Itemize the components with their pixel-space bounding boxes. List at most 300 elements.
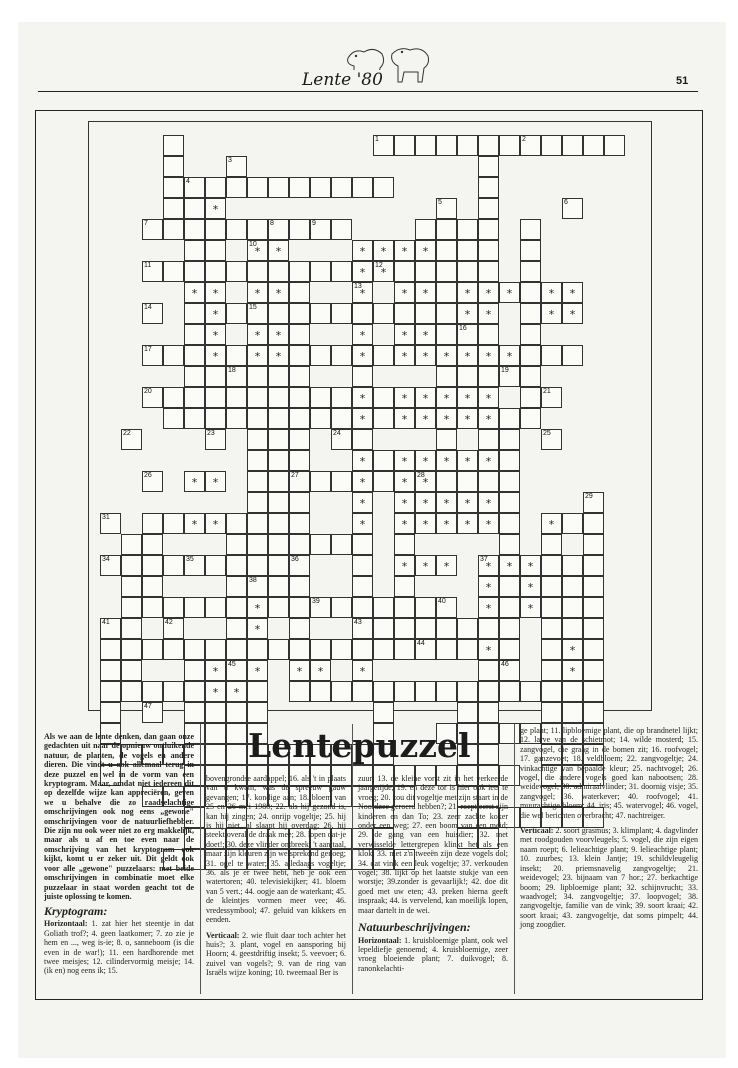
empty-cell[interactable] bbox=[520, 240, 541, 261]
numbered-cell[interactable] bbox=[184, 177, 205, 198]
empty-cell[interactable] bbox=[121, 660, 142, 681]
empty-cell[interactable] bbox=[394, 303, 415, 324]
empty-cell[interactable] bbox=[478, 198, 499, 219]
empty-cell[interactable] bbox=[562, 702, 583, 723]
empty-cell[interactable] bbox=[268, 492, 289, 513]
numbered-cell[interactable] bbox=[142, 261, 163, 282]
empty-cell[interactable] bbox=[520, 345, 541, 366]
empty-cell[interactable] bbox=[394, 534, 415, 555]
empty-cell[interactable] bbox=[562, 345, 583, 366]
empty-cell[interactable] bbox=[520, 387, 541, 408]
empty-cell[interactable] bbox=[499, 618, 520, 639]
empty-cell[interactable] bbox=[142, 534, 163, 555]
empty-cell[interactable] bbox=[205, 240, 226, 261]
empty-cell[interactable] bbox=[247, 492, 268, 513]
empty-cell[interactable] bbox=[163, 681, 184, 702]
empty-cell[interactable] bbox=[499, 681, 520, 702]
empty-cell[interactable] bbox=[520, 681, 541, 702]
empty-cell[interactable] bbox=[583, 513, 604, 534]
empty-cell[interactable] bbox=[478, 681, 499, 702]
empty-cell[interactable] bbox=[310, 303, 331, 324]
empty-cell[interactable] bbox=[268, 387, 289, 408]
empty-cell[interactable] bbox=[226, 702, 247, 723]
empty-cell[interactable] bbox=[436, 324, 457, 345]
empty-cell[interactable] bbox=[310, 681, 331, 702]
empty-cell[interactable] bbox=[268, 597, 289, 618]
empty-cell[interactable] bbox=[184, 387, 205, 408]
empty-cell[interactable] bbox=[394, 261, 415, 282]
empty-cell[interactable] bbox=[478, 660, 499, 681]
empty-cell[interactable] bbox=[163, 198, 184, 219]
empty-cell[interactable] bbox=[184, 240, 205, 261]
empty-cell[interactable] bbox=[184, 597, 205, 618]
empty-cell[interactable] bbox=[394, 639, 415, 660]
empty-cell[interactable] bbox=[541, 597, 562, 618]
empty-cell[interactable] bbox=[268, 555, 289, 576]
empty-cell[interactable] bbox=[226, 534, 247, 555]
empty-cell[interactable] bbox=[562, 555, 583, 576]
empty-cell[interactable] bbox=[268, 450, 289, 471]
empty-cell[interactable] bbox=[268, 429, 289, 450]
empty-cell[interactable] bbox=[478, 219, 499, 240]
empty-cell[interactable] bbox=[247, 513, 268, 534]
empty-cell[interactable] bbox=[289, 408, 310, 429]
empty-cell[interactable] bbox=[184, 219, 205, 240]
empty-cell[interactable] bbox=[226, 345, 247, 366]
empty-cell[interactable] bbox=[163, 219, 184, 240]
empty-cell[interactable] bbox=[289, 219, 310, 240]
empty-cell[interactable] bbox=[310, 471, 331, 492]
empty-cell[interactable] bbox=[310, 387, 331, 408]
numbered-cell[interactable] bbox=[289, 555, 310, 576]
empty-cell[interactable] bbox=[457, 366, 478, 387]
empty-cell[interactable] bbox=[205, 177, 226, 198]
empty-cell[interactable] bbox=[226, 219, 247, 240]
empty-cell[interactable] bbox=[226, 576, 247, 597]
empty-cell[interactable] bbox=[499, 408, 520, 429]
empty-cell[interactable] bbox=[268, 534, 289, 555]
empty-cell[interactable] bbox=[163, 345, 184, 366]
empty-cell[interactable] bbox=[373, 345, 394, 366]
numbered-cell[interactable] bbox=[205, 429, 226, 450]
empty-cell[interactable] bbox=[163, 261, 184, 282]
empty-cell[interactable] bbox=[541, 576, 562, 597]
empty-cell[interactable] bbox=[268, 576, 289, 597]
empty-cell[interactable] bbox=[562, 135, 583, 156]
empty-cell[interactable] bbox=[268, 177, 289, 198]
empty-cell[interactable] bbox=[541, 618, 562, 639]
empty-cell[interactable] bbox=[520, 261, 541, 282]
numbered-cell[interactable] bbox=[121, 429, 142, 450]
empty-cell[interactable] bbox=[373, 597, 394, 618]
empty-cell[interactable] bbox=[499, 429, 520, 450]
numbered-cell[interactable] bbox=[142, 471, 163, 492]
empty-cell[interactable] bbox=[331, 303, 352, 324]
empty-cell[interactable] bbox=[352, 597, 373, 618]
empty-cell[interactable] bbox=[184, 408, 205, 429]
empty-cell[interactable] bbox=[226, 387, 247, 408]
numbered-cell[interactable] bbox=[100, 555, 121, 576]
empty-cell[interactable] bbox=[541, 135, 562, 156]
empty-cell[interactable] bbox=[331, 261, 352, 282]
empty-cell[interactable] bbox=[583, 681, 604, 702]
empty-cell[interactable] bbox=[331, 408, 352, 429]
empty-cell[interactable] bbox=[289, 177, 310, 198]
empty-cell[interactable] bbox=[331, 177, 352, 198]
empty-cell[interactable] bbox=[373, 618, 394, 639]
empty-cell[interactable] bbox=[289, 324, 310, 345]
empty-cell[interactable] bbox=[478, 723, 499, 744]
numbered-cell[interactable] bbox=[142, 303, 163, 324]
empty-cell[interactable] bbox=[562, 618, 583, 639]
numbered-cell[interactable] bbox=[436, 198, 457, 219]
empty-cell[interactable] bbox=[499, 135, 520, 156]
empty-cell[interactable] bbox=[415, 219, 436, 240]
numbered-cell[interactable] bbox=[436, 597, 457, 618]
empty-cell[interactable] bbox=[310, 261, 331, 282]
empty-cell[interactable] bbox=[247, 219, 268, 240]
empty-cell[interactable] bbox=[562, 513, 583, 534]
empty-cell[interactable] bbox=[415, 681, 436, 702]
empty-cell[interactable] bbox=[562, 576, 583, 597]
empty-cell[interactable] bbox=[478, 744, 499, 765]
numbered-cell[interactable] bbox=[499, 366, 520, 387]
empty-cell[interactable] bbox=[415, 597, 436, 618]
empty-cell[interactable] bbox=[352, 681, 373, 702]
empty-cell[interactable] bbox=[499, 639, 520, 660]
empty-cell[interactable] bbox=[310, 177, 331, 198]
numbered-cell[interactable] bbox=[226, 660, 247, 681]
empty-cell[interactable] bbox=[436, 429, 457, 450]
empty-cell[interactable] bbox=[205, 408, 226, 429]
empty-cell[interactable] bbox=[247, 450, 268, 471]
empty-cell[interactable] bbox=[583, 576, 604, 597]
empty-cell[interactable] bbox=[520, 366, 541, 387]
empty-cell[interactable] bbox=[268, 513, 289, 534]
empty-cell[interactable] bbox=[478, 261, 499, 282]
empty-cell[interactable] bbox=[436, 639, 457, 660]
numbered-cell[interactable] bbox=[562, 198, 583, 219]
empty-cell[interactable] bbox=[163, 513, 184, 534]
empty-cell[interactable] bbox=[541, 660, 562, 681]
empty-cell[interactable] bbox=[499, 513, 520, 534]
empty-cell[interactable] bbox=[373, 408, 394, 429]
empty-cell[interactable] bbox=[268, 261, 289, 282]
empty-cell[interactable] bbox=[373, 450, 394, 471]
empty-cell[interactable] bbox=[352, 366, 373, 387]
empty-cell[interactable] bbox=[436, 282, 457, 303]
empty-cell[interactable] bbox=[142, 555, 163, 576]
empty-cell[interactable] bbox=[583, 597, 604, 618]
empty-cell[interactable] bbox=[226, 261, 247, 282]
empty-cell[interactable] bbox=[226, 177, 247, 198]
empty-cell[interactable] bbox=[478, 471, 499, 492]
empty-cell[interactable] bbox=[583, 660, 604, 681]
empty-cell[interactable] bbox=[268, 366, 289, 387]
empty-cell[interactable] bbox=[373, 681, 394, 702]
empty-cell[interactable] bbox=[142, 639, 163, 660]
numbered-cell[interactable] bbox=[415, 639, 436, 660]
empty-cell[interactable] bbox=[289, 639, 310, 660]
numbered-cell[interactable] bbox=[520, 135, 541, 156]
empty-cell[interactable] bbox=[520, 324, 541, 345]
empty-cell[interactable] bbox=[436, 261, 457, 282]
empty-cell[interactable] bbox=[121, 534, 142, 555]
empty-cell[interactable] bbox=[121, 618, 142, 639]
numbered-cell[interactable] bbox=[142, 702, 163, 723]
empty-cell[interactable] bbox=[457, 681, 478, 702]
empty-cell[interactable] bbox=[268, 408, 289, 429]
empty-cell[interactable] bbox=[436, 303, 457, 324]
empty-cell[interactable] bbox=[184, 303, 205, 324]
empty-cell[interactable] bbox=[373, 387, 394, 408]
empty-cell[interactable] bbox=[247, 261, 268, 282]
empty-cell[interactable] bbox=[310, 639, 331, 660]
empty-cell[interactable] bbox=[289, 303, 310, 324]
empty-cell[interactable] bbox=[436, 366, 457, 387]
empty-cell[interactable] bbox=[331, 639, 352, 660]
empty-cell[interactable] bbox=[373, 303, 394, 324]
empty-cell[interactable] bbox=[247, 366, 268, 387]
empty-cell[interactable] bbox=[436, 240, 457, 261]
empty-cell[interactable] bbox=[604, 135, 625, 156]
empty-cell[interactable] bbox=[541, 639, 562, 660]
empty-cell[interactable] bbox=[541, 534, 562, 555]
empty-cell[interactable] bbox=[541, 345, 562, 366]
numbered-cell[interactable] bbox=[352, 618, 373, 639]
empty-cell[interactable] bbox=[205, 723, 226, 744]
empty-cell[interactable] bbox=[289, 387, 310, 408]
empty-cell[interactable] bbox=[478, 429, 499, 450]
numbered-cell[interactable] bbox=[100, 618, 121, 639]
empty-cell[interactable] bbox=[289, 261, 310, 282]
empty-cell[interactable] bbox=[289, 492, 310, 513]
empty-cell[interactable] bbox=[247, 702, 268, 723]
empty-cell[interactable] bbox=[289, 366, 310, 387]
empty-cell[interactable] bbox=[289, 429, 310, 450]
empty-cell[interactable] bbox=[226, 303, 247, 324]
numbered-cell[interactable] bbox=[226, 366, 247, 387]
empty-cell[interactable] bbox=[331, 471, 352, 492]
numbered-cell[interactable] bbox=[541, 387, 562, 408]
numbered-cell[interactable] bbox=[499, 660, 520, 681]
empty-cell[interactable] bbox=[142, 576, 163, 597]
empty-cell[interactable] bbox=[436, 135, 457, 156]
empty-cell[interactable] bbox=[331, 597, 352, 618]
empty-cell[interactable] bbox=[499, 492, 520, 513]
empty-cell[interactable] bbox=[226, 618, 247, 639]
empty-cell[interactable] bbox=[226, 555, 247, 576]
empty-cell[interactable] bbox=[268, 303, 289, 324]
empty-cell[interactable] bbox=[247, 534, 268, 555]
empty-cell[interactable] bbox=[394, 681, 415, 702]
empty-cell[interactable] bbox=[478, 240, 499, 261]
empty-cell[interactable] bbox=[457, 639, 478, 660]
empty-cell[interactable] bbox=[121, 639, 142, 660]
empty-cell[interactable] bbox=[289, 576, 310, 597]
empty-cell[interactable] bbox=[457, 471, 478, 492]
empty-cell[interactable] bbox=[415, 618, 436, 639]
empty-cell[interactable] bbox=[520, 303, 541, 324]
empty-cell[interactable] bbox=[247, 681, 268, 702]
empty-cell[interactable] bbox=[289, 345, 310, 366]
empty-cell[interactable] bbox=[331, 681, 352, 702]
empty-cell[interactable] bbox=[247, 429, 268, 450]
empty-cell[interactable] bbox=[205, 219, 226, 240]
empty-cell[interactable] bbox=[352, 177, 373, 198]
numbered-cell[interactable] bbox=[310, 219, 331, 240]
empty-cell[interactable] bbox=[520, 219, 541, 240]
empty-cell[interactable] bbox=[478, 177, 499, 198]
empty-cell[interactable] bbox=[310, 534, 331, 555]
empty-cell[interactable] bbox=[415, 261, 436, 282]
empty-cell[interactable] bbox=[121, 555, 142, 576]
empty-cell[interactable] bbox=[268, 471, 289, 492]
empty-cell[interactable] bbox=[163, 156, 184, 177]
empty-cell[interactable] bbox=[520, 282, 541, 303]
empty-cell[interactable] bbox=[121, 681, 142, 702]
empty-cell[interactable] bbox=[478, 618, 499, 639]
empty-cell[interactable] bbox=[163, 387, 184, 408]
empty-cell[interactable] bbox=[541, 702, 562, 723]
numbered-cell[interactable] bbox=[142, 219, 163, 240]
empty-cell[interactable] bbox=[352, 639, 373, 660]
empty-cell[interactable] bbox=[520, 408, 541, 429]
empty-cell[interactable] bbox=[436, 681, 457, 702]
numbered-cell[interactable] bbox=[331, 429, 352, 450]
empty-cell[interactable] bbox=[310, 408, 331, 429]
empty-cell[interactable] bbox=[478, 366, 499, 387]
empty-cell[interactable] bbox=[184, 261, 205, 282]
empty-cell[interactable] bbox=[184, 639, 205, 660]
empty-cell[interactable] bbox=[205, 702, 226, 723]
empty-cell[interactable] bbox=[352, 429, 373, 450]
empty-cell[interactable] bbox=[163, 597, 184, 618]
empty-cell[interactable] bbox=[562, 681, 583, 702]
empty-cell[interactable] bbox=[163, 408, 184, 429]
empty-cell[interactable] bbox=[247, 408, 268, 429]
empty-cell[interactable] bbox=[100, 702, 121, 723]
empty-cell[interactable] bbox=[373, 702, 394, 723]
empty-cell[interactable] bbox=[499, 597, 520, 618]
empty-cell[interactable] bbox=[373, 639, 394, 660]
empty-cell[interactable] bbox=[100, 660, 121, 681]
empty-cell[interactable] bbox=[394, 597, 415, 618]
numbered-cell[interactable] bbox=[247, 576, 268, 597]
numbered-cell[interactable] bbox=[541, 429, 562, 450]
empty-cell[interactable] bbox=[310, 345, 331, 366]
empty-cell[interactable] bbox=[268, 639, 289, 660]
empty-cell[interactable] bbox=[331, 387, 352, 408]
empty-cell[interactable] bbox=[436, 219, 457, 240]
empty-cell[interactable] bbox=[331, 534, 352, 555]
empty-cell[interactable] bbox=[142, 513, 163, 534]
empty-cell[interactable] bbox=[394, 135, 415, 156]
numbered-cell[interactable] bbox=[184, 555, 205, 576]
empty-cell[interactable] bbox=[457, 135, 478, 156]
numbered-cell[interactable] bbox=[100, 513, 121, 534]
empty-cell[interactable] bbox=[142, 597, 163, 618]
empty-cell[interactable] bbox=[352, 303, 373, 324]
empty-cell[interactable] bbox=[478, 324, 499, 345]
empty-cell[interactable] bbox=[205, 366, 226, 387]
empty-cell[interactable] bbox=[100, 681, 121, 702]
empty-cell[interactable] bbox=[499, 723, 520, 744]
empty-cell[interactable] bbox=[163, 639, 184, 660]
empty-cell[interactable] bbox=[289, 618, 310, 639]
numbered-cell[interactable] bbox=[289, 471, 310, 492]
numbered-cell[interactable] bbox=[310, 597, 331, 618]
empty-cell[interactable] bbox=[436, 471, 457, 492]
empty-cell[interactable] bbox=[184, 681, 205, 702]
empty-cell[interactable] bbox=[478, 135, 499, 156]
numbered-cell[interactable] bbox=[268, 219, 289, 240]
empty-cell[interactable] bbox=[205, 555, 226, 576]
empty-cell[interactable] bbox=[163, 177, 184, 198]
numbered-cell[interactable] bbox=[142, 387, 163, 408]
empty-cell[interactable] bbox=[163, 135, 184, 156]
empty-cell[interactable] bbox=[100, 639, 121, 660]
numbered-cell[interactable] bbox=[142, 345, 163, 366]
empty-cell[interactable] bbox=[184, 702, 205, 723]
empty-cell[interactable] bbox=[205, 744, 226, 765]
empty-cell[interactable] bbox=[478, 702, 499, 723]
empty-cell[interactable] bbox=[184, 660, 205, 681]
empty-cell[interactable] bbox=[184, 198, 205, 219]
empty-cell[interactable] bbox=[499, 471, 520, 492]
empty-cell[interactable] bbox=[457, 219, 478, 240]
empty-cell[interactable] bbox=[184, 324, 205, 345]
empty-cell[interactable] bbox=[583, 639, 604, 660]
empty-cell[interactable] bbox=[226, 744, 247, 765]
empty-cell[interactable] bbox=[331, 219, 352, 240]
empty-cell[interactable] bbox=[163, 555, 184, 576]
empty-cell[interactable] bbox=[583, 135, 604, 156]
empty-cell[interactable] bbox=[289, 597, 310, 618]
empty-cell[interactable] bbox=[457, 240, 478, 261]
numbered-cell[interactable] bbox=[163, 618, 184, 639]
empty-cell[interactable] bbox=[289, 282, 310, 303]
empty-cell[interactable] bbox=[226, 513, 247, 534]
empty-cell[interactable] bbox=[226, 639, 247, 660]
empty-cell[interactable] bbox=[457, 702, 478, 723]
empty-cell[interactable] bbox=[583, 534, 604, 555]
empty-cell[interactable] bbox=[352, 576, 373, 597]
empty-cell[interactable] bbox=[541, 681, 562, 702]
empty-cell[interactable] bbox=[562, 597, 583, 618]
empty-cell[interactable] bbox=[373, 471, 394, 492]
empty-cell[interactable] bbox=[478, 156, 499, 177]
empty-cell[interactable] bbox=[184, 345, 205, 366]
empty-cell[interactable] bbox=[415, 135, 436, 156]
empty-cell[interactable] bbox=[247, 639, 268, 660]
empty-cell[interactable] bbox=[184, 366, 205, 387]
empty-cell[interactable] bbox=[583, 555, 604, 576]
empty-cell[interactable] bbox=[499, 576, 520, 597]
empty-cell[interactable] bbox=[289, 450, 310, 471]
empty-cell[interactable] bbox=[457, 261, 478, 282]
empty-cell[interactable] bbox=[373, 177, 394, 198]
empty-cell[interactable] bbox=[205, 387, 226, 408]
empty-cell[interactable] bbox=[289, 681, 310, 702]
empty-cell[interactable] bbox=[121, 597, 142, 618]
numbered-cell[interactable] bbox=[226, 156, 247, 177]
empty-cell[interactable] bbox=[247, 177, 268, 198]
numbered-cell[interactable] bbox=[373, 135, 394, 156]
empty-cell[interactable] bbox=[247, 471, 268, 492]
empty-cell[interactable] bbox=[247, 555, 268, 576]
empty-cell[interactable] bbox=[205, 261, 226, 282]
